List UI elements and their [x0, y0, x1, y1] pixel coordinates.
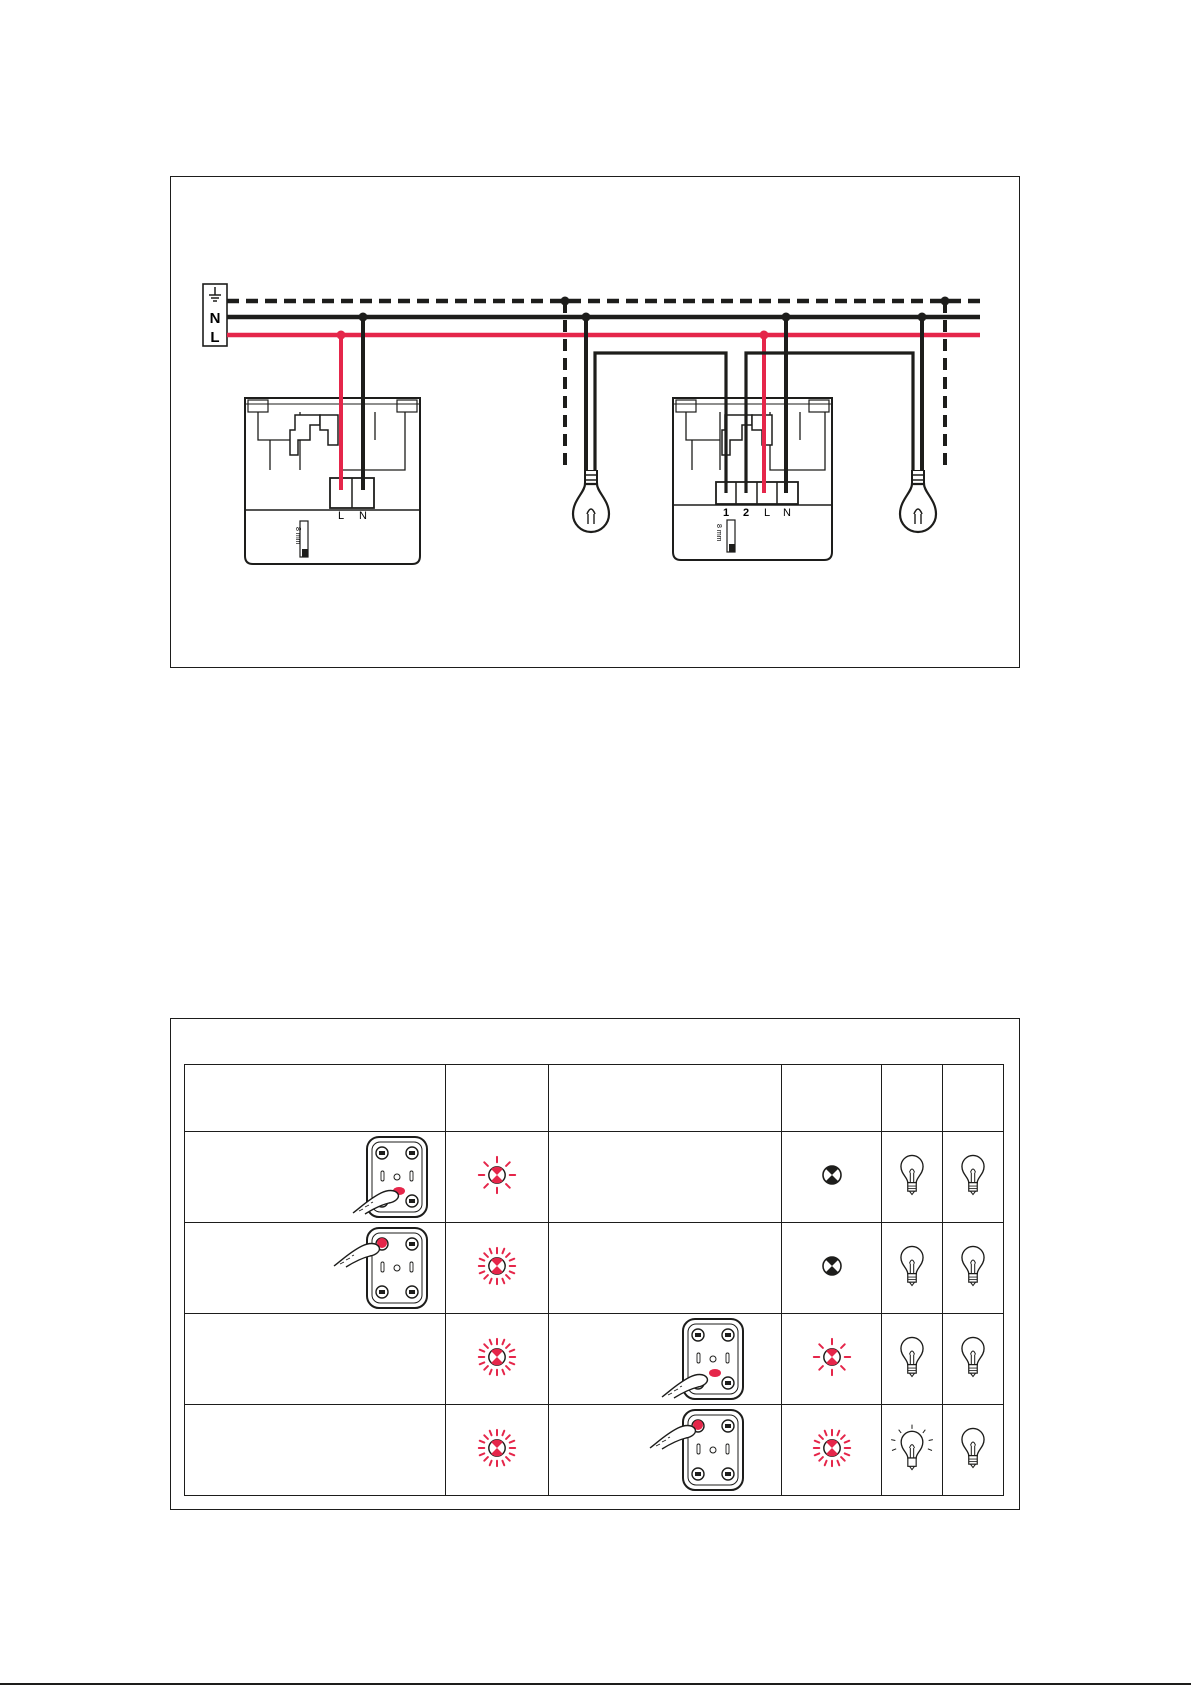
table-row	[185, 1405, 1004, 1496]
led-off-icon	[820, 1163, 844, 1187]
operation-table	[184, 1064, 1004, 1496]
panel-press-top-left-icon	[321, 1226, 431, 1310]
panel-press-top-left-icon	[637, 1408, 747, 1492]
right-strip-length: 8 mm	[715, 524, 722, 542]
panel-press-bottom-right-icon	[351, 1135, 431, 1219]
action-cell	[549, 1405, 782, 1496]
right-terminal-2: 2	[742, 507, 750, 519]
lamp-cell	[882, 1132, 943, 1223]
table-row	[185, 1132, 1004, 1223]
led-cell	[782, 1405, 882, 1496]
bus-label-box	[203, 284, 227, 346]
left-neutral-junction	[359, 313, 368, 322]
led-cell	[782, 1132, 882, 1223]
table-row	[185, 1223, 1004, 1314]
right-terminal-1: 1	[722, 507, 730, 519]
action-cell	[185, 1405, 446, 1496]
bus-label-n: N	[209, 310, 221, 327]
led-blinking-fast-icon	[477, 1246, 517, 1286]
led-blinking-fast-icon	[477, 1337, 517, 1377]
lamp-off-icon	[956, 1243, 990, 1289]
lamp-on-icon	[887, 1420, 937, 1476]
table-row	[185, 1314, 1004, 1405]
lamp-off-icon	[895, 1334, 929, 1380]
lamp-cell	[943, 1223, 1004, 1314]
left-live-junction	[337, 331, 346, 340]
left-strip-length: 8 mm	[294, 527, 301, 545]
actuator-left	[245, 398, 420, 564]
lamp-cell	[882, 1314, 943, 1405]
earth-junction-left	[561, 297, 570, 306]
lamp-off-icon	[956, 1152, 990, 1198]
action-cell	[185, 1132, 446, 1223]
lamp-left-neutral-junction	[582, 313, 591, 322]
lamp-cell	[943, 1132, 1004, 1223]
lamp-cell	[943, 1405, 1004, 1496]
right-terminal-n: N	[783, 507, 791, 519]
led-off-icon	[820, 1254, 844, 1278]
wiring-diagram	[0, 0, 1191, 700]
lamp-cell	[943, 1314, 1004, 1405]
earth-junction-right	[941, 297, 950, 306]
led-blinking-slow-icon	[477, 1155, 517, 1195]
led-blinking-slow-icon	[812, 1337, 852, 1377]
led-blinking-fast-icon	[812, 1428, 852, 1468]
lamp-right-neutral-junction	[918, 313, 927, 322]
left-terminal-n: N	[359, 510, 367, 522]
lamp-off-icon	[956, 1334, 990, 1380]
actuator-right	[673, 398, 832, 560]
action-cell	[549, 1314, 782, 1405]
bus-label-l: L	[210, 329, 220, 346]
action-cell	[185, 1314, 446, 1405]
header-cell-led-1	[446, 1065, 549, 1132]
led-cell	[446, 1132, 549, 1223]
right-neutral-junction	[782, 313, 791, 322]
header-cell-action-2	[549, 1065, 782, 1132]
led-blinking-fast-icon	[477, 1428, 517, 1468]
action-cell	[549, 1132, 782, 1223]
action-cell	[549, 1223, 782, 1314]
led-cell	[446, 1405, 549, 1496]
lamp-left-icon	[573, 470, 609, 532]
right-terminal-l: L	[763, 507, 771, 519]
table-header-row	[185, 1065, 1004, 1132]
led-cell	[782, 1223, 882, 1314]
led-cell	[446, 1223, 549, 1314]
header-cell-lamp-2	[943, 1065, 1004, 1132]
lamp-off-icon	[895, 1152, 929, 1198]
right-live-junction	[760, 331, 769, 340]
led-cell	[782, 1314, 882, 1405]
panel-press-bottom-right-icon	[647, 1317, 747, 1401]
header-cell-lamp-1	[882, 1065, 943, 1132]
header-cell-led-2	[782, 1065, 882, 1132]
led-cell	[446, 1314, 549, 1405]
lamp-off-icon	[895, 1243, 929, 1289]
header-cell-action-1	[185, 1065, 446, 1132]
lamp-right-icon	[900, 470, 936, 532]
lamp-cell	[882, 1405, 943, 1496]
lamp-cell	[882, 1223, 943, 1314]
left-terminal-l: L	[337, 510, 345, 522]
lamp-off-icon	[956, 1425, 990, 1471]
action-cell	[185, 1223, 446, 1314]
